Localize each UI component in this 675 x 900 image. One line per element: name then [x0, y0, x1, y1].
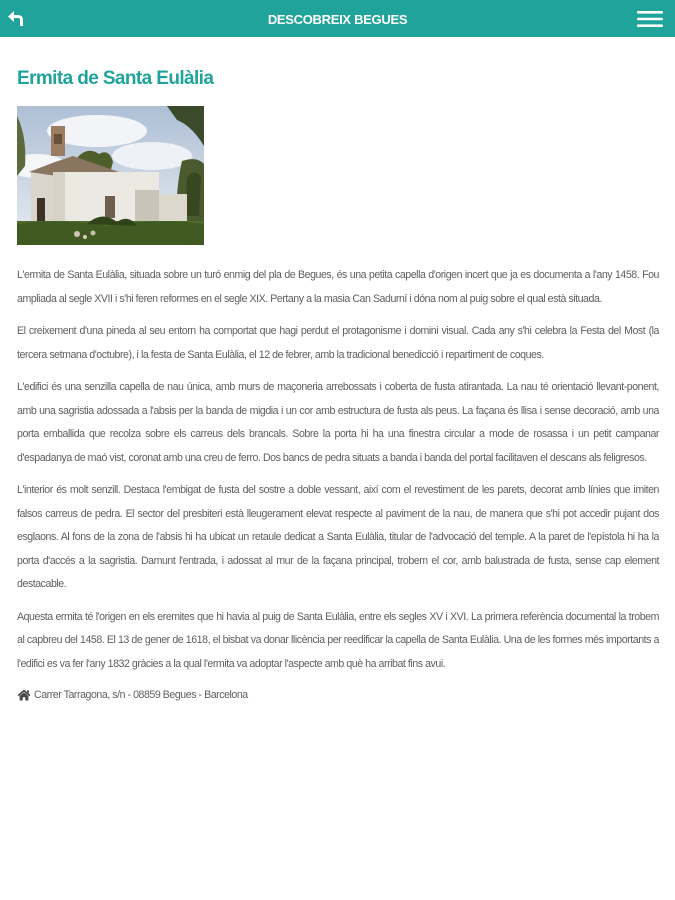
paragraph: El creixement d'una pineda al seu entorn ha comportat que hagi perdut el protagonisme i domini visual. Cada any s'hi celebra la Festa del Most (la tercera setmana d'octubre), i la festa de Santa Eulàlia, el 12 de febrer, amb la tradicional benedicció i repartiment de coques. [17, 325, 659, 361]
paragraph: L'ermita de Santa Eulàlia, situada sobre un turó enmig del pla de Begues, és una petita capella d'origen incert que ja es documenta a l'any 1458. Fou ampliada al segle XVII i s'hi feren reformes en el segle XIX. Pertany a la masia Can Sadurní i dóna nom al puig sobre el qual està situada. [17, 269, 659, 305]
home-icon [17, 689, 31, 701]
top-app-bar [0, 0, 675, 37]
paragraph: Aquesta ermita té l'origen en els eremites que hi havia al puig de Santa Eulàlia, entre els segles XV i XVI. La primera referència documental la trobem al capbreu del 1458. El 13 de gener de 1618, el bisbat va donar llicència per reedificar la capella de Santa Eulàlia. Una de les formes més importants a l'edifici es va fer l'any 1832 gràcies a la qual l'ermita va adoptar l'aspecte amb què ha arribat fins avui. [17, 610, 659, 670]
address-text: Carrer Tarragona, s/n - 08859 Begues - Barcelona [34, 689, 248, 701]
app-title: DESCOBREIX BEGUES [267, 12, 408, 27]
hermitage-photo [17, 106, 204, 245]
address-line [17, 683, 659, 707]
hamburger-menu-icon[interactable] [637, 10, 663, 28]
page-title: Ermita de Santa Eulàlia [17, 68, 214, 89]
paragraph: L'edifici és una senzilla capella de nau única, amb murs de maçoneria arrebossats i coberta de fusta atirantada. La nau té orientació llevant-ponent, amb una sagristia adossada a l'absis per la banda de migdia i un cor amb estructura de fusta als peus. La façana és llisa i sense decoració, amb una porta emballida que recolza sobre els carreus dels brancals. Sobre la porta hi ha una finestra circular a mode de rosassa i un petit campanar d'espadanya de maó vist, coronat amb una creu de ferro. Dos bancs de pedra situats a banda i banda del portal facilitaven el descans als feligresos. [17, 381, 659, 464]
paragraph: L'interior és molt senzill. Destaca l'embigat de fusta del sostre a doble vessant, així com el revestiment de les parets, decorat amb línies que imiten falsos carreus de pedra. El sector del presbiteri està lleugerament elevat respecte al paviment de la nau, de manera que s'hi pot accedir pujant dos esglaons. Al fons de la zona de l'absis hi ha ubicat un retaule dedicat a Santa Eulàlia, titular de l'advocació del temple. A la paret de l'epístola hi ha la porta d'accés a la sagristia. Damunt l'entrada, i adossat al mur de la façana principal, trobem el cor, amb balustrada de fusta, sense cap element destacable. [17, 484, 659, 590]
article-content [17, 65, 659, 707]
